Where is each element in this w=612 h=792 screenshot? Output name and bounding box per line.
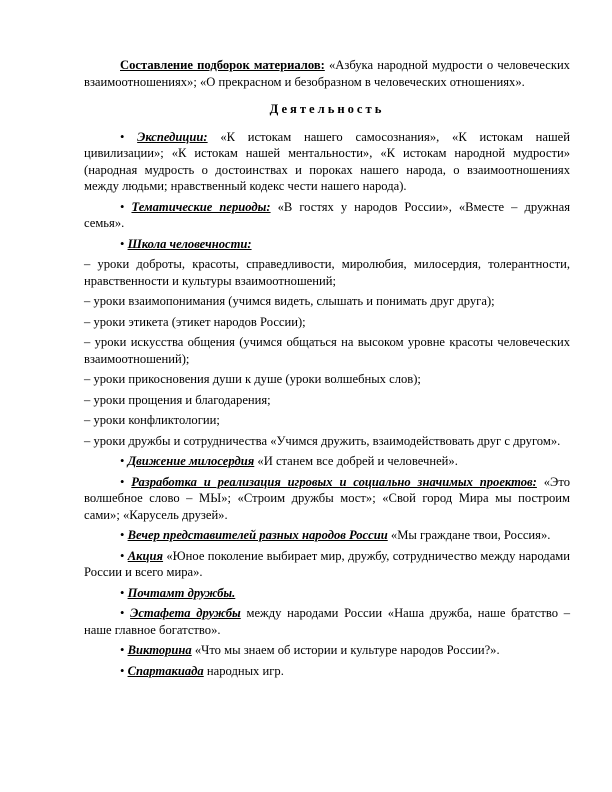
item-spartakiad	[84, 663, 570, 680]
document-body	[84, 57, 570, 679]
item-expeditions	[84, 129, 570, 195]
item-label: Школа человечности:	[127, 236, 252, 251]
lesson-line: – уроки взаимопонимания (учимся видеть, слышать и понимать друг друга);	[84, 294, 495, 308]
item-mercy-movement	[84, 453, 570, 470]
item-label: Почтамт дружбы.	[127, 585, 236, 600]
lesson-line: – уроки прощения и благодарения;	[84, 392, 271, 407]
bullet: •	[120, 474, 125, 489]
item-label: Экспедиции:	[137, 129, 208, 144]
item-label: Викторина	[127, 643, 192, 657]
intro-paragraph	[84, 57, 570, 90]
section-heading: Деятельность	[269, 102, 385, 116]
item-post-office	[84, 585, 570, 602]
item-label: Вечер представителей разных народов России	[127, 528, 388, 542]
lesson-line: – уроки конфликтологии;	[84, 413, 220, 427]
item-label: Движение милосердия	[127, 454, 255, 468]
item-text: «И станем все добрей и человечней».	[254, 454, 458, 468]
bullet: •	[120, 606, 125, 620]
bullet: •	[120, 585, 125, 600]
item-label: Эстафета дружбы	[130, 606, 241, 620]
bullet: •	[120, 199, 125, 214]
item-text: народных игр.	[203, 663, 284, 678]
item-label: Разработка и реализация игровых и социально значимых проектов:	[131, 474, 537, 489]
lesson-line: – уроки искусства общения (учимся общаться на высоком уровне красоты человеческих взаимоотношений);	[84, 335, 570, 366]
bullet: •	[120, 236, 125, 251]
item-evening	[84, 527, 570, 544]
item-text: «Юное поколение выбирает мир, дружбу, сотрудничество между народами России и всего мира».	[84, 548, 570, 579]
item-text: «Это волшебное слово – МЫ»; «Строим дружбы мост»; «Свой город Мира мы построим сами»; «Карусель друзей».	[84, 474, 570, 522]
item-relay	[84, 605, 570, 638]
bullet: •	[120, 643, 125, 657]
lesson-line: – уроки этикета (этикет народов России);	[84, 314, 306, 329]
item-text: «Что мы знаем об истории и культуре народов России?».	[191, 643, 500, 657]
intro-text: «Азбука народной мудрости о человеческих взаимоотношениях»; «О прекрасном и безобразном в человеческих отношениях».	[84, 58, 570, 89]
item-thematic-periods	[84, 199, 570, 232]
item-label: Спартакиада	[127, 663, 204, 678]
item-text: «В гостях у народов России», «Вместе – дружная семья».	[84, 199, 570, 230]
lesson-line: – уроки доброты, красоты, справедливости, миролюбия, милосердия, толерантности, нравственности и культуры взаимоотношений;	[84, 257, 570, 288]
item-text: «К истокам нашего самосознания», «К истокам нашей цивилизации»; «К истокам нашей ментальности», «К истокам народной мудрости» (народная мудрость о достоинствах и пороках нашего народа, о взаимоотношениях между людьми; нравственный кодекс чести нашего народа).	[84, 129, 571, 193]
lesson-line: – уроки дружбы и сотрудничества «Учимся дружить, взаимодействовать друг с другом».	[84, 433, 561, 448]
bullet: •	[120, 528, 125, 542]
bullet: •	[120, 129, 125, 144]
item-school-of-humanity	[84, 236, 570, 253]
item-label: Акция	[127, 548, 164, 563]
bullet: •	[120, 548, 125, 563]
bullet: •	[120, 454, 125, 468]
bullet: •	[120, 663, 125, 678]
item-label: Тематические периоды:	[131, 199, 271, 214]
item-projects	[84, 474, 570, 524]
item-action	[84, 548, 570, 581]
item-quiz	[84, 642, 570, 659]
item-text: между народами России «Наша дружба, наше братство – наше главное богатство».	[84, 606, 571, 637]
item-text: «Мы граждане твои, Россия».	[387, 528, 551, 542]
intro-label: Составление подборок материалов:	[120, 58, 325, 72]
lesson-line: – уроки прикосновения души к душе (уроки волшебных слов);	[84, 372, 421, 386]
